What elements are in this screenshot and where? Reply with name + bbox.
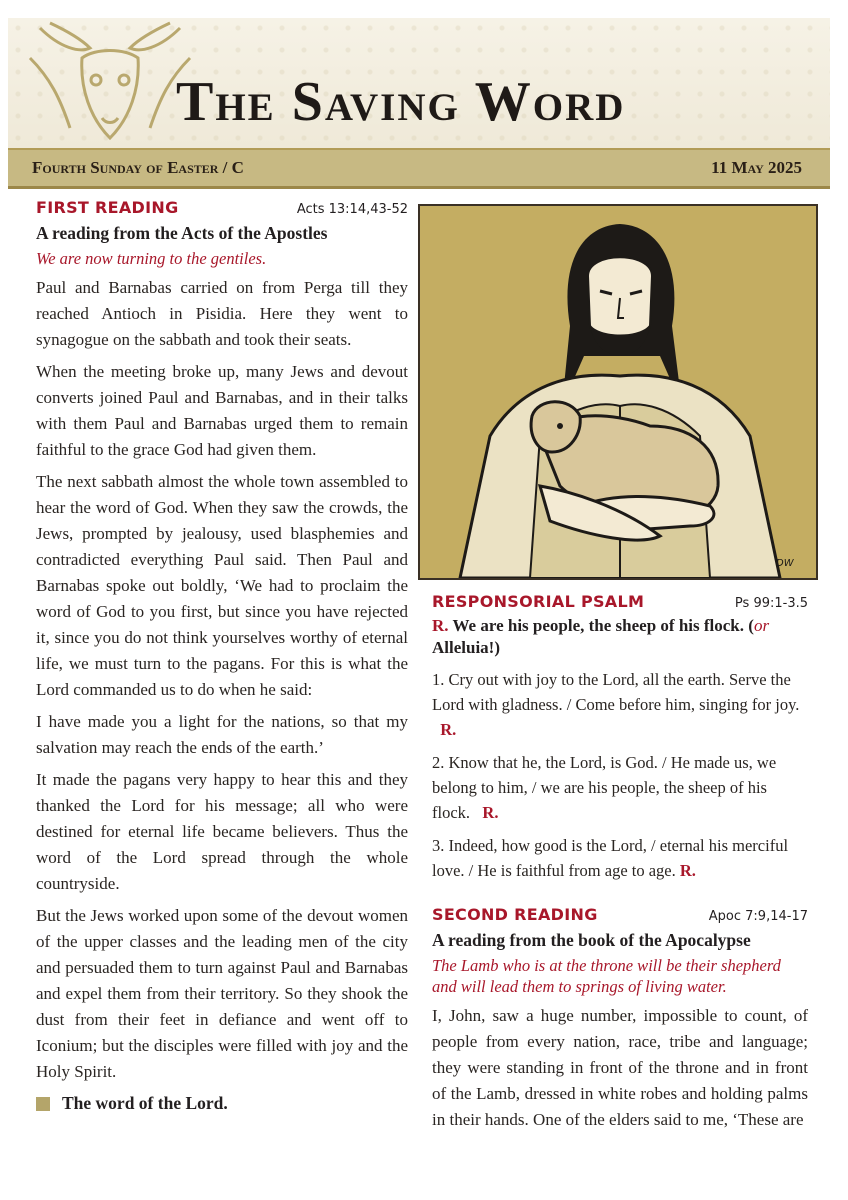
psalm-verse-text: 2. Know that he, the Lord, is God. / He made us, we belong to him, / we are his people, the sheep of his flock. bbox=[432, 753, 777, 822]
second-reading-summary: The Lamb who is at the throne will be their shepherd and will lead them to springs of living water. bbox=[432, 956, 781, 996]
response-marker: R. bbox=[679, 861, 696, 880]
second-reading-section bbox=[432, 905, 808, 1133]
artist-signature: DW bbox=[776, 558, 794, 569]
first-reading-ending bbox=[36, 1093, 408, 1114]
second-reading-header bbox=[432, 905, 808, 924]
second-reading-name: A reading from the book of the Apocalypse bbox=[432, 930, 751, 950]
response-marker: R. bbox=[432, 616, 449, 635]
response-or: or bbox=[753, 616, 770, 635]
response-text: We are his people, the sheep of his flock. bbox=[452, 616, 745, 635]
ending-text: The word of the Lord. bbox=[62, 1093, 228, 1113]
psalm-heading: RESPONSORIAL PSALM bbox=[432, 592, 645, 611]
psalm-verse-text: 3. Indeed, how good is the Lord, / eternal his merciful love. / He is faithful from age to age. bbox=[432, 836, 789, 880]
psalm-verse-text: 1. Cry out with joy to the Lord, all the earth. Serve the Lord with gladness. / Come before him, singing for joy. bbox=[432, 670, 800, 714]
second-reading-paragraph: I, John, saw a huge number, impossible to count, of people from every nation, race, tribe and language; they were standing in front of the throne and in front of the Lamb, dressed in white robes and holding palms in their hands. One of the elders said to me, ‘These are bbox=[432, 1006, 808, 1129]
first-reading-paragraph: I have made you a light for the nations, so that my salvation may reach the ends of the earth.’ bbox=[36, 712, 408, 757]
psalm-response: R. We are his people, the sheep of his flock. (or Alleluia!) bbox=[432, 616, 770, 657]
lamb-logo-icon bbox=[20, 18, 200, 146]
psalm-header bbox=[432, 592, 808, 611]
first-reading-paragraph: When the meeting broke up, many Jews and devout converts joined Paul and Barnabas, and in their talks with them Paul and Barnabas urged them to remain faithful to the grace God had given them. bbox=[36, 362, 408, 459]
psalm-verse bbox=[432, 750, 808, 825]
first-reading-summary: We are now turning to the gentiles. bbox=[36, 249, 267, 268]
first-reading-column bbox=[36, 198, 408, 1114]
second-reading-heading: SECOND READING bbox=[432, 905, 598, 924]
psalm-verse bbox=[432, 833, 808, 883]
good-shepherd-illustration bbox=[418, 204, 818, 580]
response-marker: R. bbox=[440, 720, 457, 739]
response-alt: Alleluia! bbox=[432, 638, 495, 657]
first-reading-paragraph: The next sabbath almost the whole town assembled to hear the word of God. When they saw the crowds, the Jews, prompted by jealousy, used blasphemies and contradicted everything Paul said. Then Paul and Barnabas spoke out boldly, ‘We had to proclaim the word of God to you first, but since you have rejected it, since you do not think yourselves worthy of eternal life, we must turn to the pagans. For this is what the Lord commanded us to do when he said: bbox=[36, 472, 408, 699]
first-reading-reference: Acts 13:14,43-52 bbox=[296, 202, 408, 217]
psalm-reference: Ps 99:1-3.5 bbox=[734, 596, 808, 611]
occasion-label: Fourth Sunday of Easter / C bbox=[32, 158, 244, 177]
first-reading-heading: FIRST READING bbox=[36, 198, 179, 217]
masthead bbox=[8, 18, 830, 148]
first-reading-paragraph: Paul and Barnabas carried on from Perga till they reached Antioch in Pisidia. Here they went to synagogue on the sabbath and took their seats. bbox=[36, 278, 408, 349]
shepherd-with-lamb-icon bbox=[420, 206, 816, 578]
psalm-verse bbox=[432, 667, 808, 742]
response-marker: R. bbox=[482, 803, 499, 822]
square-bullet-icon bbox=[36, 1097, 50, 1111]
masthead-title: The Saving Word bbox=[176, 71, 626, 133]
first-reading-paragraph: It made the pagans very happy to hear this and they thanked the Lord for his message; all who were destined for eternal life became believers. Thus the word of the Lord spread through the whole countryside. bbox=[36, 770, 408, 893]
first-reading-paragraph: But the Jews worked upon some of the devout women of the upper classes and the leading men of the city and persuaded them to turn against Paul and Barnabas and expel them from their territory. So they shook the dust from their feet in defiance and went off to Iconium; but the disciples were filled with joy and the Holy Spirit. bbox=[36, 906, 408, 1081]
second-reading-reference: Apoc 7:9,14-17 bbox=[708, 909, 808, 924]
header-bar bbox=[8, 148, 830, 189]
date-label: 11 May 2025 bbox=[711, 158, 802, 177]
psalm-and-second-reading-column bbox=[432, 592, 808, 1133]
first-reading-header bbox=[36, 198, 408, 217]
first-reading-name: A reading from the Acts of the Apostles bbox=[36, 223, 328, 243]
